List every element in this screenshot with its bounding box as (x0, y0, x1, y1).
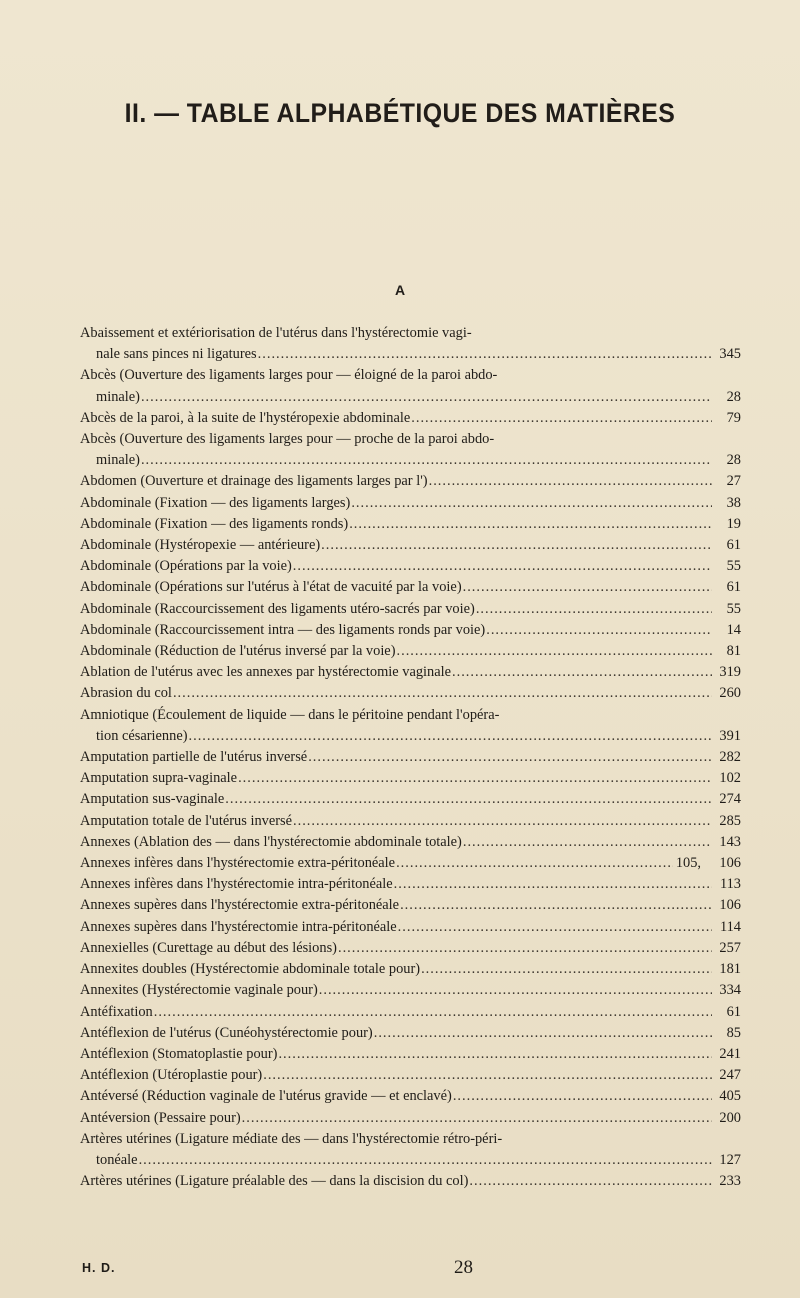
entry-page-number: 61 (726, 579, 741, 596)
index-entry (80, 1108, 741, 1129)
entry-text: Antéfixation (80, 1003, 153, 1020)
dot-leader (293, 556, 712, 577)
entry-line (80, 811, 741, 832)
index-entry (80, 1086, 741, 1107)
entry-page-number: 61 (726, 537, 741, 554)
dot-leader (238, 768, 712, 789)
entry-line (80, 1023, 741, 1044)
entry-line (80, 874, 741, 895)
entry-line (80, 980, 741, 1001)
index-entry (80, 620, 741, 641)
dot-leader (469, 1171, 712, 1192)
entry-page-number: 241 (719, 1045, 741, 1062)
entry-text: minale) (96, 452, 140, 469)
dot-leader (141, 450, 712, 471)
entry-line (80, 832, 741, 853)
dot-leader (398, 917, 712, 938)
entry-line (80, 853, 741, 874)
entry-text: Amputation totale de l'utérus inversé (80, 812, 293, 829)
entry-text: Amputation supra-vaginale (80, 770, 238, 787)
dot-leader (319, 980, 712, 1001)
index-entry (80, 874, 741, 895)
entry-line (80, 471, 741, 492)
index-entry (80, 917, 741, 938)
entry-page-number: 127 (719, 1151, 741, 1168)
entry-text: Artères utérines (Ligature médiate des — dans l'hystérectomie rétro-péri- (80, 1130, 503, 1147)
dot-leader (141, 387, 712, 408)
dot-leader (338, 938, 712, 959)
entry-text: Abaissement et extériorisation de l'utérus dans l'hystérectomie vagi- (80, 325, 472, 341)
index-entry (80, 662, 741, 683)
index-entry (80, 768, 741, 789)
entry-text: Abdominale (Hystéropexie — antérieure) (80, 537, 321, 554)
entry-line (80, 1108, 741, 1129)
folio-number: 28 (454, 1257, 473, 1278)
entry-line (80, 938, 741, 959)
entry-continuation-line (80, 726, 741, 747)
dot-leader (397, 641, 713, 662)
entry-continuation-line (80, 344, 741, 365)
index-entry (80, 577, 741, 598)
dot-leader (308, 747, 712, 768)
entry-text: Annexes infères dans l'hystérectomie intra-péritonéale (80, 876, 393, 893)
entry-page-number: 405 (719, 1088, 741, 1105)
entry-text: Amniotique (Écoulement de liquide — dans le péritoine pendant l'opéra- (80, 706, 500, 723)
index-entry (80, 429, 741, 471)
entry-text: Abdominale (Opérations sur l'utérus à l'état de vacuité par la voie) (80, 579, 462, 596)
index-entries (80, 323, 741, 1192)
entry-page-number: 334 (719, 982, 741, 999)
dot-leader (396, 853, 673, 874)
entry-page-number: 345 (719, 346, 741, 363)
dot-leader (351, 493, 712, 514)
dot-leader (463, 832, 712, 853)
entry-page-number: 247 (719, 1067, 741, 1084)
entry-line (80, 662, 741, 683)
dot-leader (263, 1065, 712, 1086)
entry-text: Ablation de l'utérus avec les annexes par hystérectomie vaginale (80, 664, 452, 681)
entry-page-number: 14 (726, 621, 741, 638)
dot-leader (374, 1023, 712, 1044)
entry-text: Abdominale (Fixation — des ligaments larges) (80, 494, 351, 511)
entry-page-number: 79 (726, 409, 741, 426)
page-title: II. — TABLE ALPHABÉTIQUE DES MATIÈRES (124, 98, 676, 128)
entry-line (80, 493, 741, 514)
entry-page-number: 81 (726, 643, 741, 660)
index-entry (80, 1044, 741, 1065)
entry-text: Abdominale (Fixation — des ligaments ronds) (80, 515, 349, 532)
index-entry (80, 641, 741, 662)
entry-text: Abdominale (Raccourcissement intra — des ligaments ronds par voie) (80, 621, 486, 638)
entry-line (80, 641, 741, 662)
entry-continuation-line (80, 1150, 741, 1171)
dot-leader (429, 471, 712, 492)
entry-line (80, 1086, 741, 1107)
entry-text: tion césarienne) (96, 727, 188, 744)
index-entry (80, 853, 741, 874)
entry-page-number: 61 (726, 1003, 741, 1020)
entry-text: tonéale (96, 1151, 138, 1168)
index-entry (80, 493, 741, 514)
entry-page-number: 319 (719, 664, 741, 681)
entry-page-number: 391 (719, 727, 741, 744)
entry-text: Amputation sus-vaginale (80, 791, 225, 808)
index-entry (80, 514, 741, 535)
entry-text: Abdomen (Ouverture et drainage des ligaments larges par l') (80, 473, 428, 490)
entry-line (80, 408, 741, 429)
entry-continuation-line (80, 450, 741, 471)
entry-line (80, 959, 741, 980)
entry-line (80, 620, 741, 641)
entry-line (80, 365, 741, 386)
dot-leader (486, 620, 712, 641)
section-letter: A (394, 282, 406, 298)
entry-page-number: 114 (719, 918, 741, 935)
index-entry (80, 471, 741, 492)
dot-leader (394, 874, 712, 895)
entry-text: Abcès (Ouverture des ligaments larges pour — éloigné de la paroi abdo- (80, 367, 498, 384)
entry-line (80, 768, 741, 789)
entry-text: Abdominale (Raccourcissement des ligaments utéro-sacrés par voie) (80, 600, 475, 617)
dot-leader (154, 1002, 712, 1023)
entry-text: Abrasion du col (80, 685, 172, 702)
entry-text: Annexielles (Curettage au début des lésions) (80, 939, 337, 956)
page-footer (82, 1257, 742, 1279)
entry-line (80, 535, 741, 556)
entry-line (80, 323, 741, 344)
dot-leader (293, 811, 712, 832)
entry-text: Abdominale (Réduction de l'utérus inversé par la voie) (80, 643, 396, 660)
index-entry (80, 811, 741, 832)
index-entry (80, 789, 741, 810)
dot-leader (463, 577, 712, 598)
entry-line (80, 1129, 741, 1150)
entry-page-number: 274 (719, 791, 741, 808)
entry-text: Annexites (Hystérectomie vaginale pour) (80, 982, 318, 999)
entry-page-number: 102 (719, 770, 741, 787)
entry-continuation-line (80, 387, 741, 408)
index-entry (80, 365, 741, 407)
entry-text: Antéversion (Pessaire pour) (80, 1109, 241, 1126)
entry-text: Abcès (Ouverture des ligaments larges pour — proche de la paroi abdo- (80, 431, 495, 448)
dot-leader (189, 726, 713, 747)
index-entry (80, 1129, 741, 1171)
entry-page-number: 285 (719, 812, 741, 829)
entry-page-number: 27 (726, 473, 741, 490)
index-entry (80, 1171, 741, 1192)
entry-line (80, 1171, 741, 1192)
entry-page-number: 200 (719, 1109, 741, 1126)
entry-line (80, 747, 741, 768)
dot-leader (476, 599, 712, 620)
index-entry (80, 959, 741, 980)
entry-text: minale) (96, 388, 140, 405)
entry-line (80, 1065, 741, 1086)
signature-mark: H. D. (82, 1261, 116, 1275)
entry-line (80, 895, 741, 916)
dot-leader (278, 1044, 712, 1065)
entry-page-number: 260 (719, 685, 741, 702)
entry-line (80, 789, 741, 810)
entry-line (80, 556, 741, 577)
index-entry (80, 556, 741, 577)
entry-line (80, 1044, 741, 1065)
entry-text: Antéversé (Réduction vaginale de l'utérus gravide — et enclavé) (80, 1088, 452, 1105)
entry-page-number: 257 (719, 939, 741, 956)
index-entry (80, 938, 741, 959)
index-entry (80, 1023, 741, 1044)
index-entry (80, 705, 741, 747)
entry-page-number: 28 (726, 388, 741, 405)
dot-leader (139, 1150, 712, 1171)
index-entry (80, 683, 741, 704)
index-entry (80, 832, 741, 853)
entry-line (80, 599, 741, 620)
index-entry (80, 747, 741, 768)
entry-text: Annexes supères dans l'hystérectomie intra-péritonéale (80, 918, 397, 935)
entry-text: Antéflexion (Stomatoplastie pour) (80, 1045, 278, 1062)
entry-page-number: 106 (719, 855, 741, 872)
entry-line (80, 917, 741, 938)
entry-page-number: 282 (719, 749, 741, 766)
entry-text: Abcès de la paroi, à la suite de l'hystéropexie abdominale (80, 409, 411, 426)
dot-leader (258, 344, 712, 365)
entry-text: Annexites doubles (Hystérectomie abdominale totale pour) (80, 961, 421, 978)
index-entry (80, 980, 741, 1001)
entry-text: Annexes infères dans l'hystérectomie extra-péritonéale (80, 855, 396, 872)
entry-text: Antéflexion (Utéroplastie pour) (80, 1067, 263, 1084)
entry-text: Artères utérines (Ligature préalable des — dans la discision du col) (80, 1173, 469, 1190)
entry-page-number: 38 (726, 494, 741, 511)
dot-leader (242, 1108, 712, 1129)
dot-leader (421, 959, 712, 980)
index-entry (80, 599, 741, 620)
entry-page-number: 233 (719, 1173, 741, 1190)
entry-page-number: 106 (719, 897, 741, 914)
entry-line (80, 1002, 741, 1023)
dot-leader (400, 895, 712, 916)
index-entry (80, 895, 741, 916)
entry-text: Abdominale (Opérations par la voie) (80, 558, 292, 575)
dot-leader (225, 789, 712, 810)
entry-line (80, 705, 741, 726)
entry-text: Antéflexion de l'utérus (Cunéohystérectomie pour) (80, 1024, 373, 1041)
entry-line (80, 514, 741, 535)
entry-line (80, 429, 741, 450)
entry-extra-page: 105, (675, 855, 701, 872)
dot-leader (411, 408, 712, 429)
entry-text: Annexes (Ablation des — dans l'hystérectomie abdominale totale) (80, 833, 462, 850)
dot-leader (173, 683, 712, 704)
index-entry (80, 535, 741, 556)
index-entry (80, 1065, 741, 1086)
entry-text: nale sans pinces ni ligatures (96, 346, 257, 363)
entry-page-number: 19 (726, 515, 741, 532)
entry-text: Amputation partielle de l'utérus inversé (80, 749, 308, 766)
dot-leader (453, 1086, 712, 1107)
entry-page-number: 55 (726, 558, 741, 575)
entry-text: Annexes supères dans l'hystérectomie extra-péritonéale (80, 897, 400, 914)
entry-page-number: 181 (719, 961, 741, 978)
entry-line (80, 577, 741, 598)
entry-page-number: 28 (726, 452, 741, 469)
entry-page-number: 55 (726, 600, 741, 617)
dot-leader (349, 514, 712, 535)
entry-page-number: 113 (719, 876, 741, 893)
index-entry (80, 408, 741, 429)
entry-page-number: 85 (726, 1024, 741, 1041)
index-entry (80, 323, 741, 365)
entry-line (80, 683, 741, 704)
dot-leader (321, 535, 712, 556)
index-entry (80, 1002, 741, 1023)
entry-page-number: 143 (719, 833, 741, 850)
dot-leader (452, 662, 712, 683)
